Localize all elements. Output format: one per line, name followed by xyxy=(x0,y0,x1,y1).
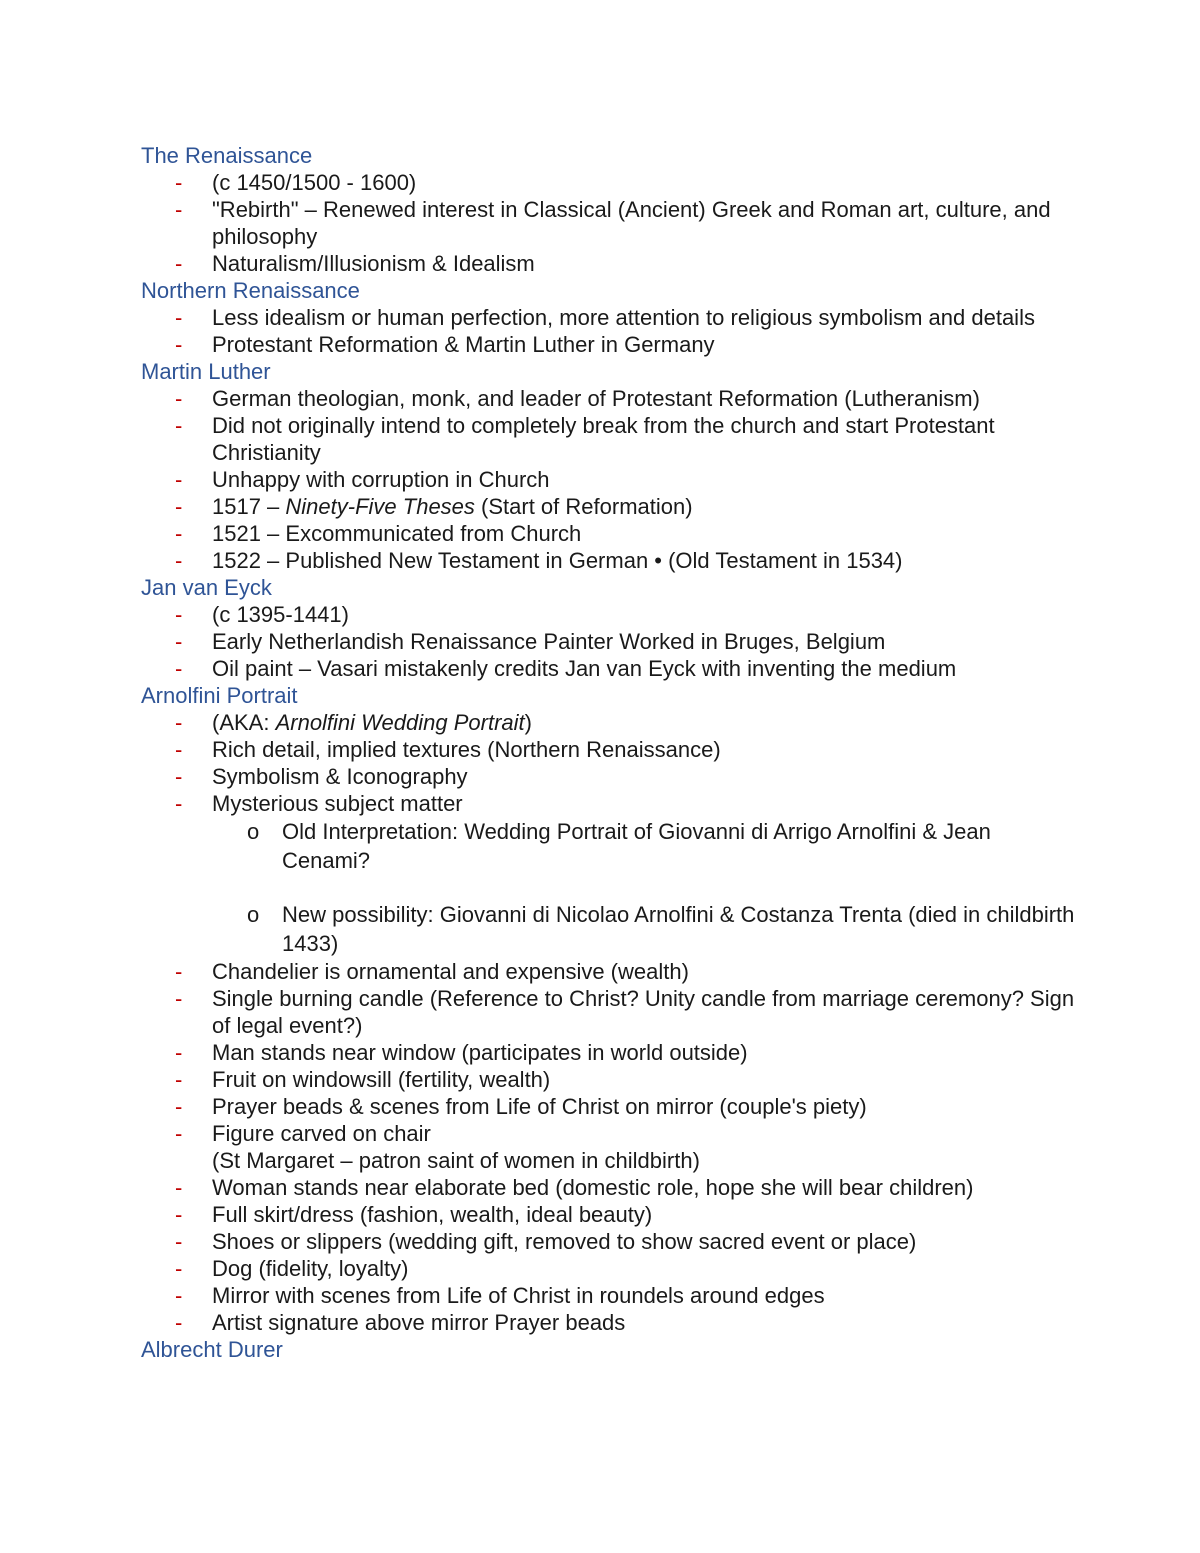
dash-bullet: - xyxy=(175,548,183,573)
dash-bullet: - xyxy=(175,1175,183,1200)
list-item: - Unhappy with corruption in Church xyxy=(175,467,550,492)
list-item: - Protestant Reformation & Martin Luther in Germany xyxy=(175,332,715,357)
dash-bullet: - xyxy=(175,251,183,276)
dash-bullet: - xyxy=(175,1229,183,1254)
dash-bullet: - xyxy=(175,197,183,222)
dash-bullet: - xyxy=(175,332,183,357)
circle-bullet: o xyxy=(247,902,260,927)
list-item: - Prayer beads & scenes from Life of Christ on mirror (couple's piety) xyxy=(175,1094,867,1119)
dash-bullet: - xyxy=(175,710,183,735)
dash-bullet: - xyxy=(175,959,183,984)
dash-bullet: - xyxy=(175,602,183,627)
list-item: - 1521 – Excommunicated from Church xyxy=(175,521,582,546)
sub-list-item: o New possibility: Giovanni di Nicolao Arnolfini & Costanza Trenta (died in childbirth 1433) xyxy=(247,902,1075,956)
list-item: - Full skirt/dress (fashion, wealth, ideal beauty) xyxy=(175,1202,653,1227)
dash-bullet: - xyxy=(175,467,183,492)
dash-bullet: - xyxy=(175,1040,183,1065)
list-item: - Mirror with scenes from Life of Christ in roundels around edges xyxy=(175,1283,825,1308)
list-item-aka: - (AKA: Arnolfini Wedding Portrait) xyxy=(175,710,532,735)
aka-title: Arnolfini Wedding Portrait xyxy=(275,710,525,735)
circle-bullet: o xyxy=(247,819,260,844)
dash-bullet: - xyxy=(175,1256,183,1281)
dash-bullet: - xyxy=(175,1202,183,1227)
spacer xyxy=(141,875,1081,900)
list-item: - Fruit on windowsill (fertility, wealth) xyxy=(175,1067,551,1092)
dash-bullet: - xyxy=(175,386,183,411)
list-item: - Dog (fidelity, loyalty) xyxy=(175,1256,409,1281)
list-item: - (c 1450/1500 - 1600) xyxy=(175,170,417,195)
list-item: - Woman stands near elaborate bed (domestic role, hope she will bear children) xyxy=(175,1175,974,1200)
heading-albrecht-durer: Albrecht Durer xyxy=(141,1337,283,1362)
dash-bullet: - xyxy=(175,1283,183,1308)
list-item: - 1522 – Published New Testament in German • (Old Testament in 1534) xyxy=(175,548,903,573)
dash-bullet: - xyxy=(175,305,183,330)
dash-bullet: - xyxy=(175,737,183,762)
dash-bullet: - xyxy=(175,764,183,789)
list-item-theses: - 1517 – Ninety-Five Theses (Start of Reformation) xyxy=(175,494,693,519)
list-item: - Symbolism & Iconography xyxy=(175,764,468,789)
dash-bullet: - xyxy=(175,1067,183,1092)
heading-northern-renaissance: Northern Renaissance xyxy=(141,278,360,303)
dash-bullet: - xyxy=(175,170,183,195)
theses-title: Ninety-Five Theses xyxy=(285,494,475,519)
dash-bullet: - xyxy=(175,521,183,546)
list-item: - Did not originally intend to completely break from the church and start Protestant Christianity xyxy=(175,413,995,465)
list-item: - Shoes or slippers (wedding gift, removed to show sacred event or place) xyxy=(175,1229,917,1254)
heading-arnolfini-portrait: Arnolfini Portrait xyxy=(141,683,298,708)
dash-bullet: - xyxy=(175,1121,183,1146)
list-item: - Early Netherlandish Renaissance Painter Worked in Bruges, Belgium xyxy=(175,629,886,654)
list-item: - Mysterious subject matter xyxy=(175,791,463,816)
list-item: - Less idealism or human perfection, more attention to religious symbolism and details xyxy=(175,305,1035,330)
heading-martin-luther: Martin Luther xyxy=(141,359,271,384)
list-item: - Rich detail, implied textures (Northern Renaissance) xyxy=(175,737,721,762)
list-item: - Man stands near window (participates in world outside) xyxy=(175,1040,748,1065)
dash-bullet: - xyxy=(175,791,183,816)
list-item: - (c 1395-1441) xyxy=(175,602,349,627)
continuation-line: (St Margaret – patron saint of women in childbirth) xyxy=(212,1148,700,1173)
heading-jan-van-eyck: Jan van Eyck xyxy=(141,575,272,600)
dash-bullet: - xyxy=(175,413,183,438)
dash-bullet: - xyxy=(175,1310,183,1335)
list-item: - Oil paint – Vasari mistakenly credits Jan van Eyck with inventing the medium xyxy=(175,656,957,681)
list-item: - Figure carved on chair xyxy=(175,1121,431,1146)
list-item: - Naturalism/Illusionism & Idealism xyxy=(175,251,535,276)
heading-the-renaissance: The Renaissance xyxy=(141,143,313,168)
sub-list-item: o Old Interpretation: Wedding Portrait of Giovanni di Arrigo Arnolfini & Jean Cenami? xyxy=(247,819,991,873)
dash-bullet: - xyxy=(175,986,183,1011)
list-item: - German theologian, monk, and leader of Protestant Reformation (Lutheranism) xyxy=(175,386,980,411)
document-body xyxy=(141,142,1081,1363)
dash-bullet: - xyxy=(175,629,183,654)
dash-bullet: - xyxy=(175,656,183,681)
list-item: - Artist signature above mirror Prayer beads xyxy=(175,1310,626,1335)
dash-bullet: - xyxy=(175,1094,183,1119)
dash-bullet: - xyxy=(175,494,183,519)
list-item: - Single burning candle (Reference to Christ? Unity candle from marriage ceremony? Sign of legal event?) xyxy=(175,986,1075,1038)
list-item: - Chandelier is ornamental and expensive (wealth) xyxy=(175,959,689,984)
list-item: - "Rebirth" – Renewed interest in Classical (Ancient) Greek and Roman art, culture, and philosophy xyxy=(175,197,1051,249)
